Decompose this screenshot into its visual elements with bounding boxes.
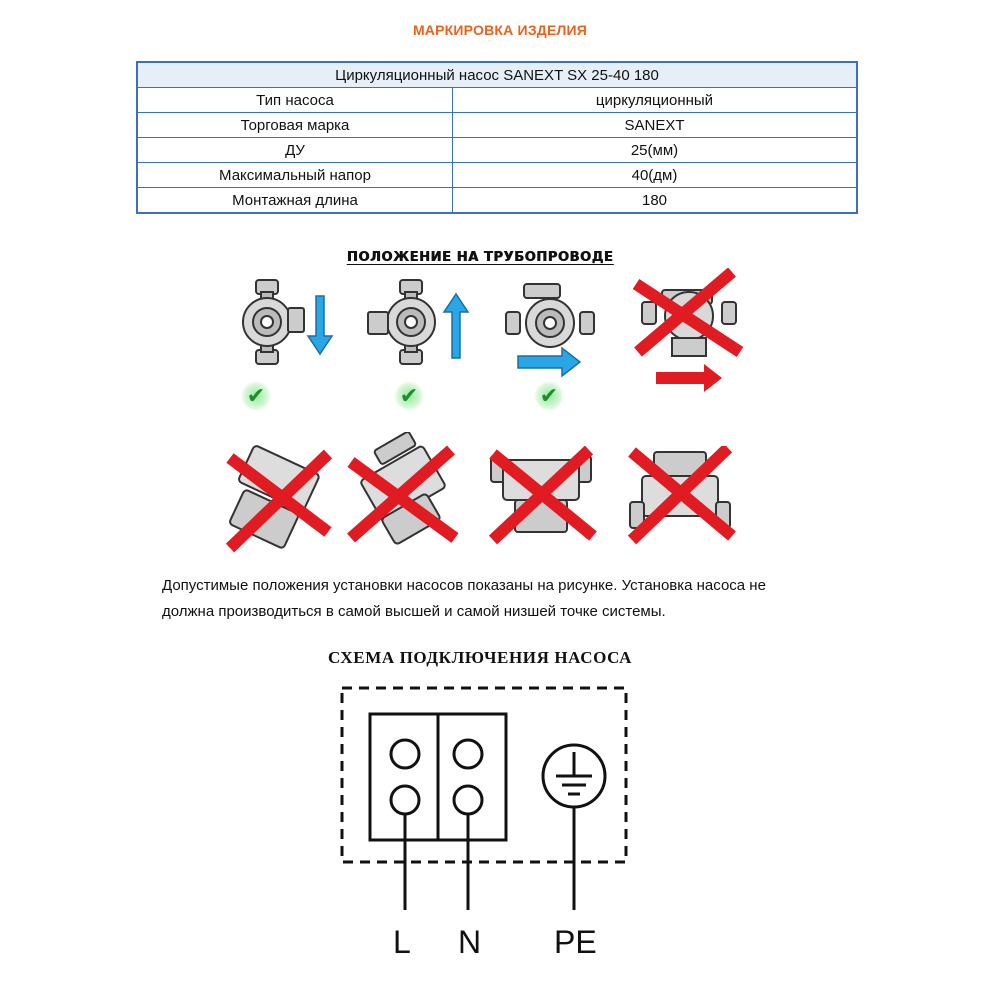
- pump-position-7-illustration: [485, 446, 600, 546]
- pump-position-1-illustration: [220, 272, 340, 372]
- pump-position-2-illustration: [360, 272, 480, 372]
- note-line-2: должна производиться в самой высшей и самой низшей точке системы.: [162, 603, 666, 620]
- terminal-l-bottom: [391, 786, 419, 814]
- note-line-1: Допустимые положения установки насосов показаны на рисунке. Установка насоса не: [162, 577, 766, 594]
- terminal-l-top: [391, 740, 419, 768]
- scheme-title: СХЕМА ПОДКЛЮЧЕНИЯ НАСОСА: [327, 648, 633, 667]
- allowed-check-icon: ✔: [241, 381, 271, 411]
- position-section-title: ПОЛОЖЕНИЕ НА ТРУБОПРОВОДЕ: [346, 250, 614, 265]
- row-value: циркуляционный: [453, 88, 858, 113]
- row-label: Монтажная длина: [137, 188, 453, 214]
- pump-position-6-illustration: [345, 432, 460, 547]
- terminal-label-n: N: [458, 924, 482, 960]
- terminal-n-bottom: [454, 786, 482, 814]
- row-value: 40(дм): [453, 163, 858, 188]
- table-header-row: [137, 62, 857, 88]
- row-value: SANEXT: [453, 113, 858, 138]
- pump-position-3-illustration: [500, 280, 620, 380]
- pump-position-4-illustration: [632, 268, 744, 396]
- row-label: Максимальный напор: [137, 163, 453, 188]
- allowed-check-icon: ✔: [394, 381, 424, 411]
- table-row: [137, 138, 857, 163]
- row-value: 180: [453, 188, 858, 214]
- allowed-check-icon: ✔: [534, 381, 564, 411]
- row-label: Тип насоса: [137, 88, 453, 113]
- pump-position-5-illustration: [222, 440, 337, 555]
- wiring-diagram: [330, 680, 640, 930]
- terminal-label-pe: PE: [554, 924, 597, 960]
- table-row: [137, 88, 857, 113]
- table-row: [137, 163, 857, 188]
- terminal-label-l: L: [393, 924, 411, 960]
- document-title: МАРКИРОВКА ИЗДЕЛИЯ: [412, 22, 588, 38]
- row-label: ДУ: [137, 138, 453, 163]
- row-value: 25(мм): [453, 138, 858, 163]
- row-label: Торговая марка: [137, 113, 453, 138]
- terminal-n-top: [454, 740, 482, 768]
- pump-position-8-illustration: [624, 446, 739, 546]
- table-row: [137, 188, 857, 214]
- table-caption: Циркуляционный насос SANEXT SX 25-40 180: [137, 62, 857, 88]
- table-row: [137, 113, 857, 138]
- spec-table: [136, 61, 858, 214]
- installation-note: [162, 573, 882, 625]
